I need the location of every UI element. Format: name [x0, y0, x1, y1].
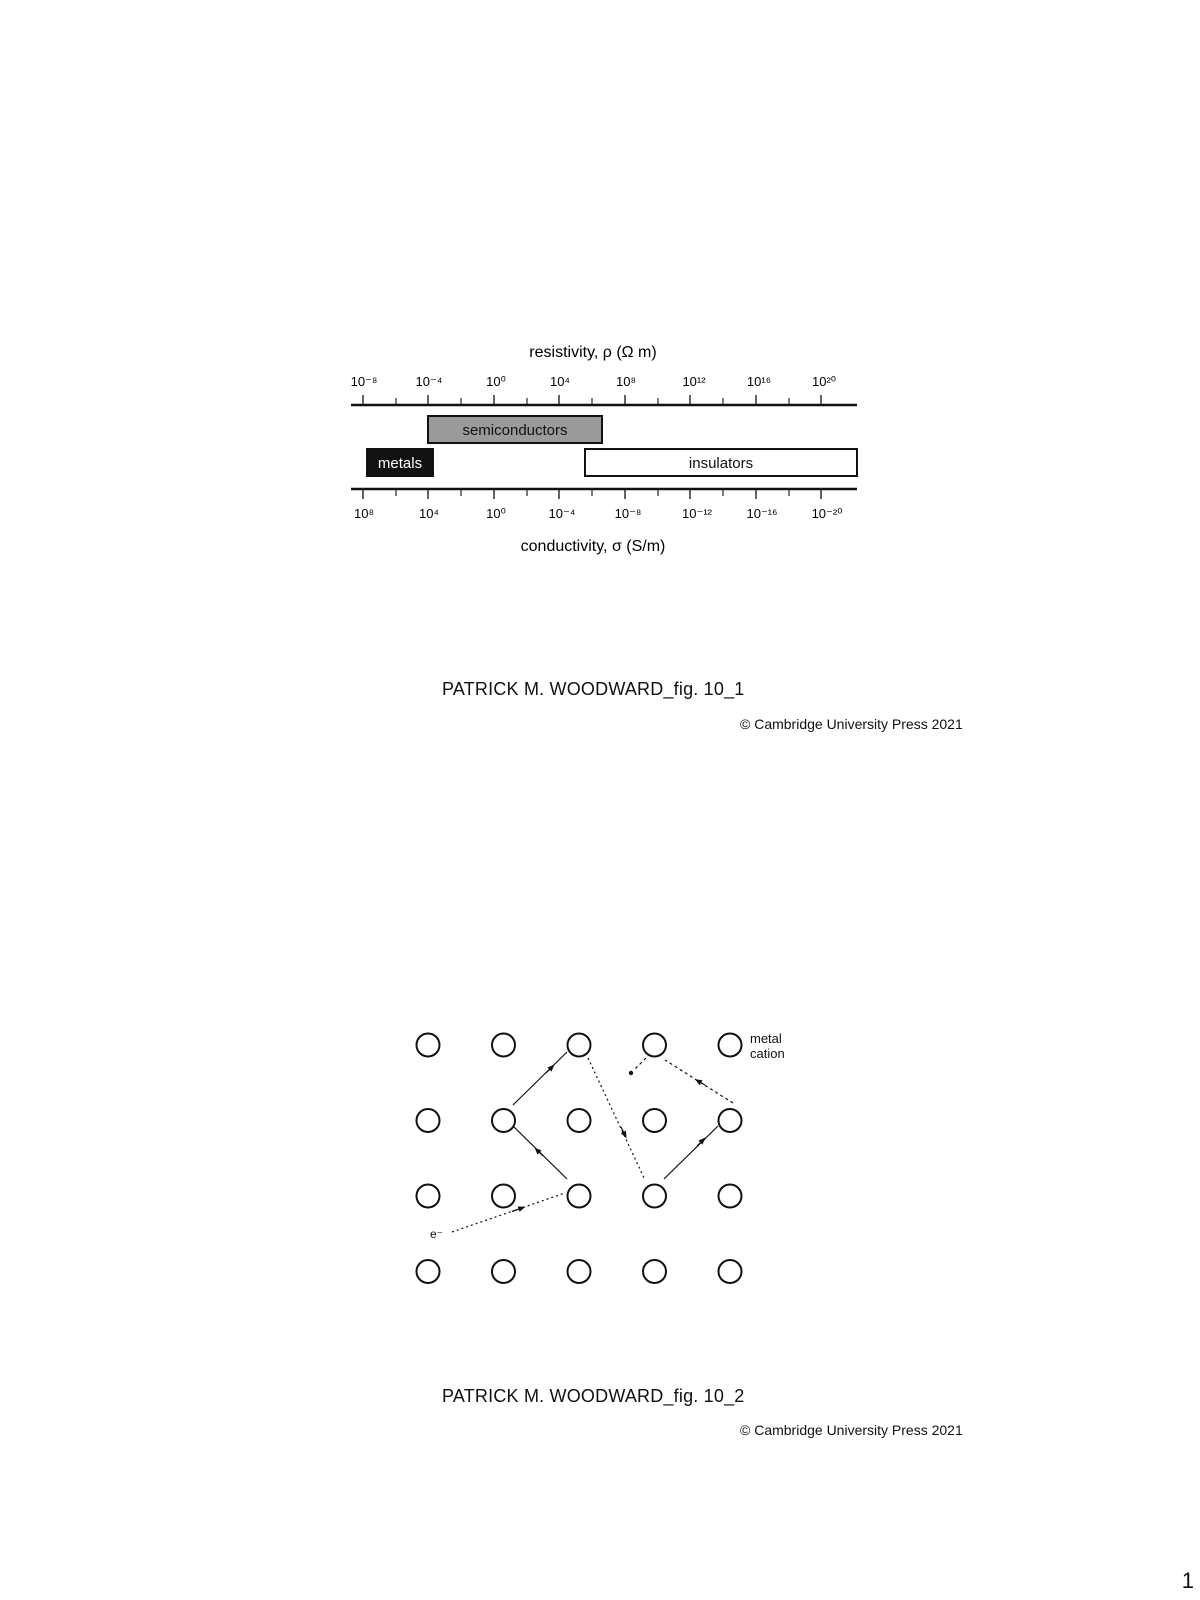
- insulators-label: insulators: [688, 455, 754, 472]
- resistivity-tick-label: 10⁴: [549, 374, 571, 389]
- path-arrow-2: [537, 1150, 543, 1156]
- metal-cation: [492, 1034, 515, 1057]
- metal-cation: [417, 1109, 440, 1132]
- metal-cation: [643, 1185, 666, 1208]
- path-arrow-5: [697, 1140, 703, 1146]
- metal-cation: [719, 1185, 742, 1208]
- resistivity-tick-label: 10²⁰: [811, 374, 837, 389]
- resistivity-tick-label: 10⁻⁸: [350, 374, 378, 389]
- metals-label: metals: [377, 455, 423, 472]
- metal-cation: [492, 1109, 515, 1132]
- conductivity-tick-label: 10⁰: [486, 506, 506, 521]
- metal-cation: [643, 1260, 666, 1283]
- metal-cation-label-line2: cation: [750, 1046, 785, 1061]
- metal-cation: [568, 1185, 591, 1208]
- conductivity-tick-label: 10⁸: [354, 506, 374, 521]
- resistivity-axis-label: resistivity, ρ (Ω m): [529, 344, 657, 361]
- conductivity-tick-label: 10⁴: [418, 506, 440, 521]
- metal-cation: [492, 1260, 515, 1283]
- metal-cation: [719, 1260, 742, 1283]
- metal-cation: [719, 1034, 742, 1057]
- figure-2-caption: PATRICK M. WOODWARD_fig. 10_2: [442, 1386, 745, 1406]
- path-segment-7: [634, 1058, 646, 1070]
- metal-cation: [568, 1034, 591, 1057]
- figure-2-copyright: © Cambridge University Press 2021: [740, 1422, 963, 1438]
- page-number: 1: [1181, 1568, 1194, 1593]
- figure-1-caption: PATRICK M. WOODWARD_fig. 10_1: [442, 679, 745, 699]
- metal-cation: [417, 1260, 440, 1283]
- conductivity-tick-label: 10⁻⁸: [614, 506, 642, 521]
- conductivity-tick-label: 10⁻¹²: [682, 506, 712, 521]
- resistivity-tick-label: 10⁻⁴: [415, 374, 443, 389]
- conductivity-tick-label: 10⁻⁴: [548, 506, 576, 521]
- path-arrow-3: [546, 1067, 552, 1073]
- metal-cation: [417, 1185, 440, 1208]
- metal-cation: [719, 1109, 742, 1132]
- metal-cation: [568, 1109, 591, 1132]
- metal-cation: [568, 1260, 591, 1283]
- conductivity-tick-label: 10⁻²⁰: [811, 506, 843, 521]
- semiconductors-label: semiconductors: [462, 422, 568, 439]
- metal-cation-lattice: [417, 1034, 742, 1284]
- resistivity-tick-label: 10¹²: [682, 374, 706, 389]
- figure-1-copyright: © Cambridge University Press 2021: [740, 716, 963, 732]
- path-segment-4: [588, 1058, 645, 1180]
- metal-cation: [417, 1034, 440, 1057]
- resistivity-tick-label: 10¹⁶: [746, 374, 772, 389]
- path-segment-3: [513, 1052, 567, 1105]
- path-arrow-6: [698, 1081, 705, 1085]
- conductivity-tick-label: 10⁻¹⁶: [746, 506, 778, 521]
- conductivity-axis-label: conductivity, σ (S/m): [520, 538, 666, 555]
- resistivity-tick-label: 10⁸: [616, 374, 636, 389]
- electron-path: [452, 1052, 733, 1232]
- metal-cation: [492, 1185, 515, 1208]
- metal-cation: [643, 1034, 666, 1057]
- electron-label: e⁻: [430, 1227, 444, 1241]
- path-arrow-1: [512, 1208, 522, 1212]
- resistivity-tick-label: 10⁰: [486, 374, 506, 389]
- electron-dot: [629, 1071, 633, 1075]
- path-segment-5: [664, 1126, 718, 1179]
- metal-cation-label-line1: metal: [750, 1031, 782, 1046]
- metal-cation: [643, 1109, 666, 1132]
